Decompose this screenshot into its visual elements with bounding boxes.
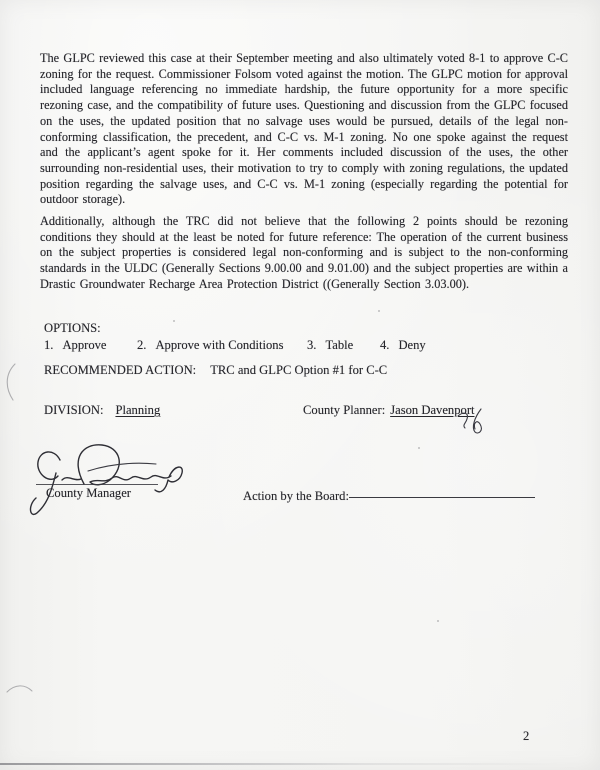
division-label: DIVISION: (44, 403, 104, 417)
planner-initials-handwriting-icon (456, 407, 490, 437)
paragraph-glpc-review: The GLPC reviewed this case at their September meeting and also ultimately voted 8-1 to approve C-C zoning for the request. Commissioner Folsom voted against the motion. The GLPC motion for approval included language referencing no immediate hardship, the future opportunity for a more specific rezoning case, and the compatibility of future uses. Questioning and discussion from the GLPC focused on the uses, the updated position that no salvage uses would be pursued, details of the legal non-conforming classification, the precedent, and C-C vs. M-1 zoning. No one spoke against the request and the applicant’s agent spoke for it. Her comments included discussion of the uses, the other surrounding non-residential uses, their motivation to try to comply with zoning regulations, the updated position regarding the salvage uses, and C-C vs. M-1 zoning (especially regarding the potential for outdoor storage). (40, 51, 568, 207)
option-label: Approve (62, 338, 107, 352)
option-deny (380, 338, 426, 353)
division-value: Planning (115, 403, 161, 417)
option-number: 1. (44, 338, 54, 352)
county-manager-title: County Manager (46, 486, 131, 500)
option-table (307, 338, 353, 353)
division-row (44, 403, 160, 418)
scan-speck (378, 310, 380, 312)
action-by-board-row (243, 489, 535, 504)
option-label: Table (325, 338, 354, 352)
option-approve (44, 338, 107, 353)
page-number: 2 (523, 729, 530, 743)
scan-edge-shadow (0, 763, 560, 765)
scan-speck (173, 320, 175, 322)
options-row (0, 338, 600, 356)
option-label: Deny (398, 338, 426, 352)
county-planner-label: County Planner: (303, 403, 386, 417)
paragraph-trc-notes: Additionally, although the TRC did not believe that the following 2 points should be rezoning conditions they should at the least be noted for future reference: The operation of the current business on the subject properties is considered legal non-conforming and is subject to the non-conforming standards in the ULDC (Generally Sections 9.00.00 and 9.01.00) and the subject properties are within a Drastic Groundwater Recharge Area Protection District ((Generally Section 3.03.00). (40, 214, 568, 291)
signature-line (36, 484, 158, 485)
action-by-board-label: Action by the Board: (243, 489, 349, 503)
scan-speck (437, 620, 439, 622)
action-by-board-blank-line (349, 496, 535, 498)
county-planner-value: Jason Davenport (390, 403, 475, 417)
recommended-action-value: TRC and GLPC Option #1 for C-C (210, 363, 388, 377)
options-heading: OPTIONS: (44, 321, 101, 335)
option-number: 2. (137, 338, 147, 352)
option-number: 4. (380, 338, 390, 352)
scan-artifact-paren-mark (2, 362, 18, 402)
option-number: 3. (307, 338, 317, 352)
recommended-action-label: RECOMMENDED ACTION: (44, 363, 197, 377)
option-approve-with-conditions (137, 338, 284, 353)
option-label: Approve with Conditions (155, 338, 284, 352)
scan-speck (418, 447, 420, 449)
recommended-action-row (44, 363, 387, 378)
county-planner-row (303, 403, 475, 418)
scan-artifact-curve-mark (6, 682, 34, 696)
